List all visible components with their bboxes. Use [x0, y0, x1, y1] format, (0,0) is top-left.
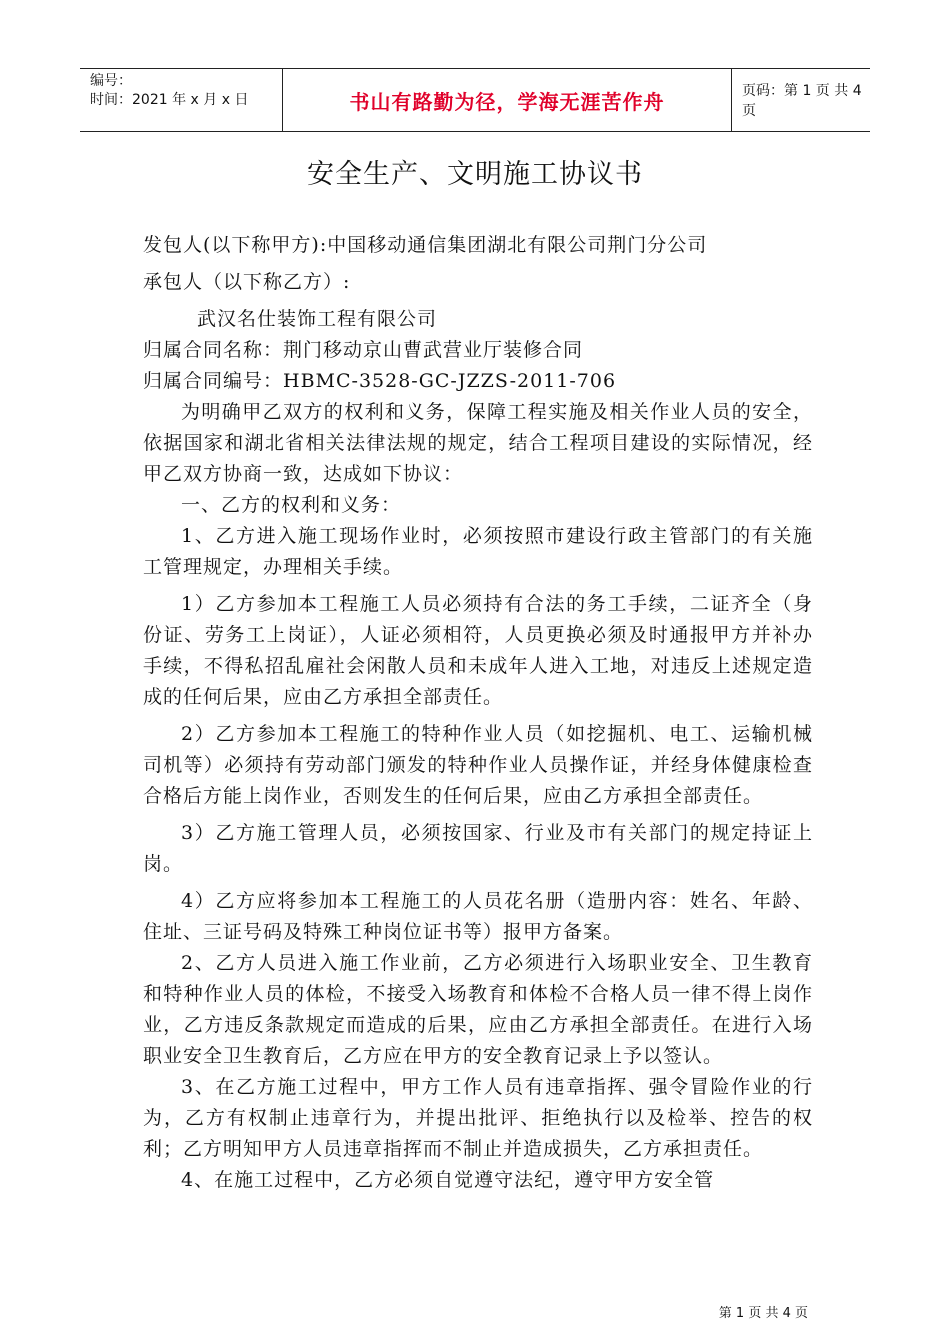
header-date: 时间：2021 年 x 月 x 日	[90, 92, 249, 108]
page-header	[80, 68, 870, 132]
clause-1-3: 3）乙方施工管理人员，必须按国家、行业及市有关部门的规定持证上岗。	[143, 822, 813, 875]
section-heading: 一、乙方的权利和义务：	[181, 494, 402, 516]
header-page-info: 页码：第 1 页 共 4 页	[742, 83, 862, 119]
party-b-label: 承包人（以下称乙方）:	[143, 271, 351, 293]
clause-1-1: 1）乙方参加本工程施工人员必须持有合法的务工手续，二证齐全（身份证、劳务工上岗证），人证必须相符，人员更换必须及时通报甲方并补办手续，不得私招乱雇社会闲散人员和未成年人进入工地，对违反上述规定造成的任何后果，应由乙方承担全部责任。	[143, 593, 813, 708]
contract-number: 归属合同编号：HBMC-3528-GC-JZZS-2011-706	[143, 370, 617, 392]
header-number: 编号：	[90, 73, 132, 89]
document-body	[143, 230, 813, 1196]
header-motto: 书山有路勤为径，学海无涯苦作舟	[349, 89, 665, 114]
clause-1-2: 2）乙方参加本工程施工的特种作业人员（如挖掘机、电工、运输机械司机等）必须持有劳动部门颁发的特种作业人员操作证，并经身体健康检查合格后方能上岗作业，否则发生的任何后果，应由乙方承担全部责任。	[143, 723, 813, 807]
header-meta	[80, 69, 282, 131]
contract-name: 归属合同名称：荆门移动京山曹武营业厅装修合同	[143, 339, 584, 361]
header-motto-cell	[282, 69, 732, 131]
page-footer: 第 1 页 共 4 页	[718, 1306, 808, 1321]
clause-4: 4、在施工过程中，乙方必须自觉遵守法纪，遵守甲方安全管	[181, 1169, 715, 1191]
clause-3: 3、在乙方施工过程中，甲方工作人员有违章指挥、强令冒险作业的行为，乙方有权制止违章行为，并提出批评、拒绝执行以及检举、控告的权利；乙方明知甲方人员违章指挥而不制止并造成损失，乙方承担责任。	[143, 1076, 813, 1160]
intro-paragraph: 为明确甲乙双方的权利和义务，保障工程实施及相关作业人员的安全，依据国家和湖北省相关法律法规的规定，结合工程项目建设的实际情况，经甲乙双方协商一致，达成如下协议：	[143, 401, 813, 485]
party-b-name: 武汉名仕装饰工程有限公司	[197, 308, 438, 330]
party-a: 发包人(以下称甲方):中国移动通信集团湖北有限公司荆门分公司	[143, 234, 708, 256]
document-title: 安全生产、文明施工协议书	[307, 159, 643, 190]
clause-1: 1、乙方进入施工现场作业时，必须按照市建设行政主管部门的有关施工管理规定，办理相关手续。	[143, 525, 813, 578]
clause-2: 2、乙方人员进入施工作业前，乙方必须进行入场职业安全、卫生教育和特种作业人员的体检，不接受入场教育和体检不合格人员一律不得上岗作业，乙方违反条款规定而造成的后果，应由乙方承担全部责任。在进行入场职业安全卫生教育后，乙方应在甲方的安全教育记录上予以签认。	[143, 952, 813, 1067]
clause-1-4: 4）乙方应将参加本工程施工的人员花名册（造册内容：姓名、年龄、住址、三证号码及特殊工种岗位证书等）报甲方备案。	[143, 890, 813, 943]
